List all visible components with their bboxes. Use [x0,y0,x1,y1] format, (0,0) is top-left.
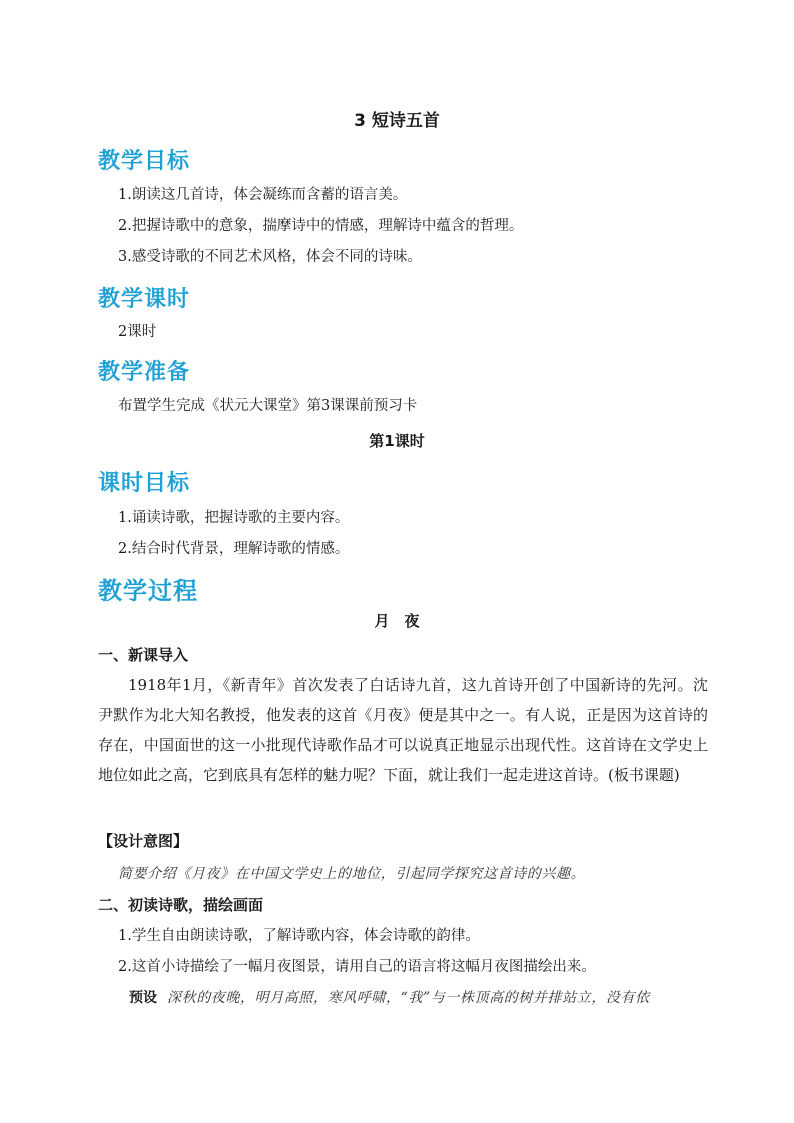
goal-item-3: 3.感受诗歌的不同艺术风格，体会不同的诗味。 [118,249,422,265]
part2-heading: 二、初读诗歌，描绘画面 [98,896,264,914]
part2-item-2: 2.这首小诗描绘了一幅月夜图景，请用自己的语言将这幅月夜图描绘出来。 [118,959,596,975]
poem-title: 月 夜 [374,612,420,630]
goal-item-1: 1.朗读这几首诗，体会凝练而含蓄的语言美。 [118,187,408,203]
lesson-goal-item-1: 1.诵读诗歌，把握诗歌的主要内容。 [118,510,350,526]
preset-line [129,987,650,1007]
part1-heading: 一、新课导入 [98,646,189,664]
heading-teaching-hours: 教学课时 [98,287,191,312]
part1-paragraph: 1918年1月，《新青年》首次发表了白话诗九首，这九首诗开创了中国新诗的先河。沈尹默作为北大知名教授，他发表的这首《月夜》便是其中之一。有人说，正是因为这首诗的存在，中国面世的这一小批现代诗歌作品才可以说真正地显示出现代性。这首诗在文学史上地位如此之高，它到底具有怎样的魅力呢？下面，就让我们一起走进这首诗。(板书课题) [98,676,708,784]
design-intent-label: 【设计意图】 [98,832,189,850]
preset-text: 深秋的夜晚，明月高照，寒风呼啸，“我”与一株顶高的树并排站立，没有依 [167,990,650,1006]
design-intent-text: 简要介绍《月夜》在中国文学史上的地位，引起同学探究这首诗的兴趣。 [118,866,586,882]
heading-teaching-goals: 教学目标 [98,149,191,174]
lesson-1-label: 第1课时 [369,432,425,450]
part2-item-1: 1.学生自由朗读诗歌，了解诗歌内容，体会诗歌的韵律。 [118,928,480,944]
heading-teaching-process: 教学过程 [98,577,198,605]
preset-label: 预设 [129,990,157,1006]
goal-item-2: 2.把握诗歌中的意象，揣摩诗中的情感，理解诗中蕴含的哲理。 [118,218,524,234]
heading-teaching-prep: 教学准备 [98,360,191,385]
heading-lesson-goals: 课时目标 [98,471,191,496]
document-title: 3 短诗五首 [354,111,440,131]
teaching-hours-text: 2课时 [118,324,157,340]
lesson-goal-item-2: 2.结合时代背景，理解诗歌的情感。 [118,541,350,557]
teaching-prep-text: 布置学生完成《状元大课堂》第3课课前预习卡 [118,398,418,414]
